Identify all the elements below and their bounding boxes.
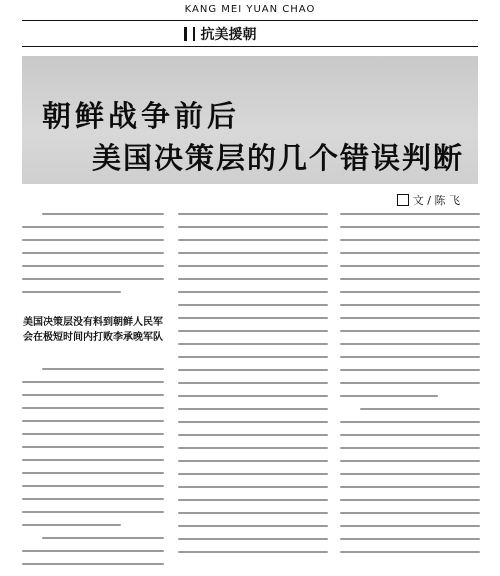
column-label-text: 抗美援朝 xyxy=(200,27,257,43)
text-line xyxy=(178,213,328,215)
text-line xyxy=(178,538,328,540)
text-line xyxy=(22,381,164,383)
article-title-line1: 朝鲜战争前后 xyxy=(42,99,241,133)
text-line xyxy=(340,434,480,436)
body-column-2 xyxy=(178,213,328,564)
text-line xyxy=(22,394,164,396)
text-line xyxy=(178,382,328,384)
text-line xyxy=(340,460,480,462)
running-head: KANG MEI YUAN CHAO xyxy=(184,4,316,15)
text-line xyxy=(178,512,328,514)
text-line xyxy=(22,511,164,513)
text-line xyxy=(178,317,328,319)
text-line xyxy=(178,330,328,332)
text-line xyxy=(178,499,328,501)
text-line xyxy=(178,460,328,462)
text-line xyxy=(178,304,328,306)
body-column-1 xyxy=(22,213,164,576)
text-line xyxy=(22,459,164,461)
text-line xyxy=(22,278,164,280)
text-line xyxy=(22,472,164,474)
text-line xyxy=(22,446,164,448)
text-line xyxy=(360,408,480,410)
text-line xyxy=(178,226,328,228)
text-line xyxy=(340,369,480,371)
text-line xyxy=(22,420,164,422)
byline-text: 文 / 陈 飞 xyxy=(412,194,460,207)
text-line xyxy=(178,421,328,423)
text-line xyxy=(340,278,480,280)
text-line xyxy=(22,433,164,435)
text-line xyxy=(340,382,480,384)
text-line xyxy=(22,563,164,565)
text-line xyxy=(340,291,480,293)
byline xyxy=(397,192,460,208)
text-line xyxy=(22,407,164,409)
text-line xyxy=(178,525,328,527)
text-line xyxy=(22,485,164,487)
text-line xyxy=(340,499,480,501)
text-line xyxy=(340,239,480,241)
text-line xyxy=(340,473,480,475)
text-line xyxy=(22,498,164,500)
text-line xyxy=(340,317,480,319)
text-line xyxy=(178,408,328,410)
text-line xyxy=(340,213,480,215)
text-line xyxy=(340,421,480,423)
text-line xyxy=(340,304,480,306)
text-line xyxy=(178,252,328,254)
text-line xyxy=(178,551,328,553)
text-line xyxy=(178,343,328,345)
text-line xyxy=(22,226,164,228)
text-line xyxy=(340,525,480,527)
text-line xyxy=(178,369,328,371)
label-bar-icon xyxy=(184,27,187,41)
text-line xyxy=(340,447,480,449)
text-line xyxy=(42,213,164,215)
label-bar-icon xyxy=(193,27,195,41)
text-line xyxy=(340,265,480,267)
article-title-line2: 美国决策层的几个错误判断 xyxy=(92,141,465,175)
text-line xyxy=(340,343,480,345)
text-line xyxy=(340,330,480,332)
text-line xyxy=(340,356,480,358)
text-line xyxy=(340,551,480,553)
text-line xyxy=(22,550,164,552)
section-heading: 美国决策层没有料到朝鲜人民军会在极短时间内打败李承晚军队 xyxy=(23,317,163,343)
text-line xyxy=(340,538,480,540)
text-line xyxy=(178,473,328,475)
text-line xyxy=(178,265,328,267)
text-line xyxy=(22,252,164,254)
text-line xyxy=(22,291,121,293)
section-rule xyxy=(22,46,478,47)
text-line xyxy=(22,265,164,267)
text-line xyxy=(42,537,164,539)
text-line xyxy=(22,524,121,526)
text-line xyxy=(340,395,438,397)
text-line xyxy=(340,226,480,228)
text-line xyxy=(178,434,328,436)
text-line xyxy=(178,239,328,241)
text-line xyxy=(178,447,328,449)
text-line xyxy=(340,486,480,488)
text-line xyxy=(22,239,164,241)
text-line xyxy=(178,395,328,397)
text-line xyxy=(178,278,328,280)
text-line xyxy=(340,512,480,514)
text-line xyxy=(340,252,480,254)
text-line xyxy=(178,486,328,488)
header-rule xyxy=(22,20,478,21)
text-line xyxy=(42,368,164,370)
text-line xyxy=(178,356,328,358)
body-column-3 xyxy=(340,213,480,564)
column-label xyxy=(184,24,257,44)
byline-box-icon xyxy=(397,194,409,206)
text-line xyxy=(178,291,328,293)
